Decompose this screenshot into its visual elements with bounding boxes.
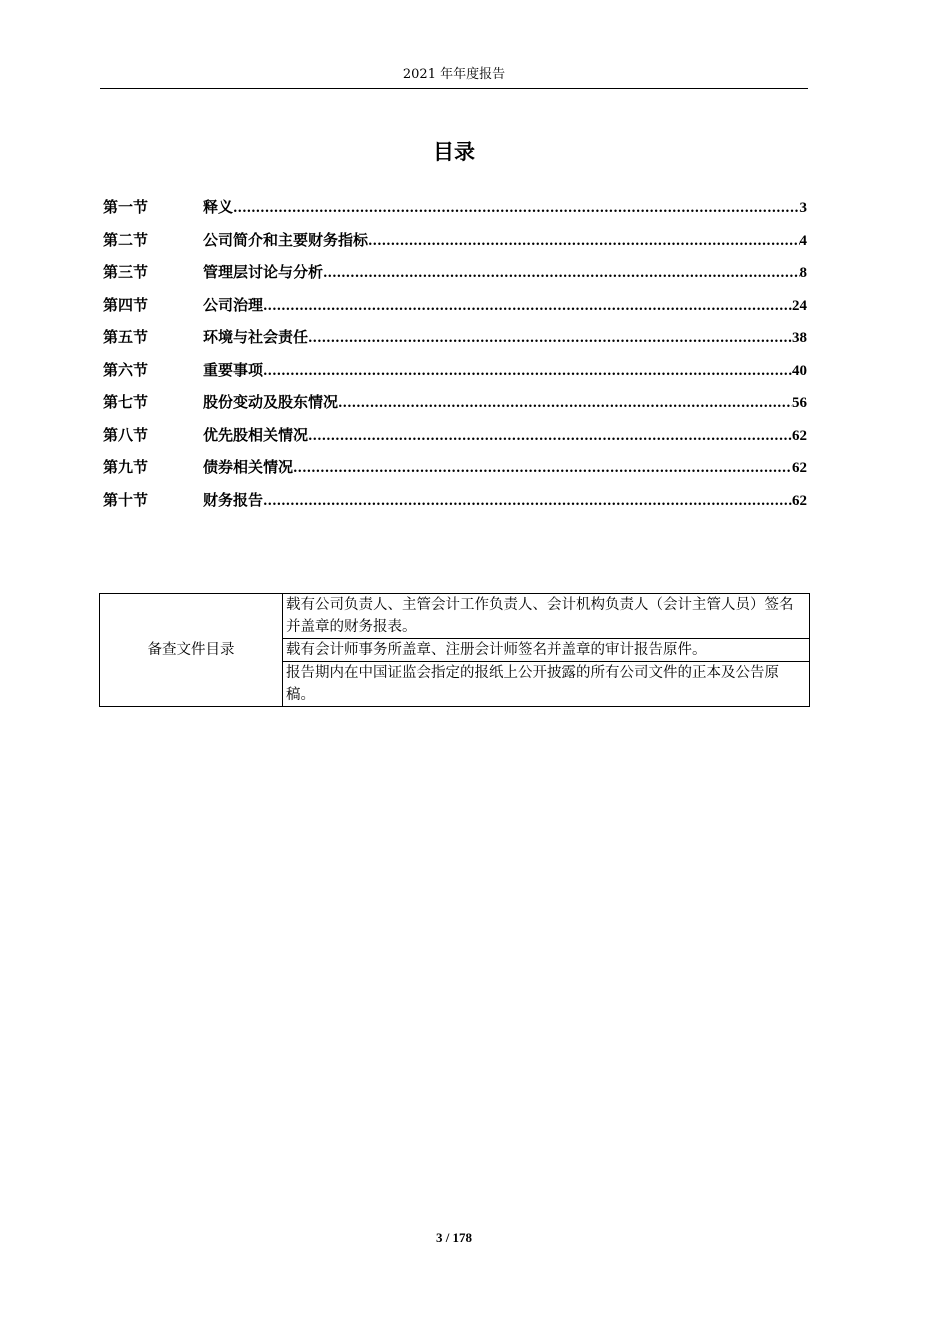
- toc-section-number: 第四节: [103, 295, 149, 314]
- toc-page-number: 3: [799, 200, 807, 216]
- toc-section-title: 重要事项: [203, 360, 264, 379]
- toc-section-title: 财务报告: [203, 490, 264, 509]
- table-of-contents: [103, 196, 807, 521]
- toc-leader-dots: [368, 231, 799, 253]
- toc-section-number: 第五节: [103, 328, 149, 346]
- toc-page-number: 38: [792, 330, 807, 346]
- toc-leader-dots: [308, 328, 792, 350]
- toc-section-number: 第六节: [103, 360, 149, 379]
- page-header: 2021 年年度报告: [402, 67, 506, 82]
- reference-documents-label: 备查文件目录: [100, 594, 283, 707]
- header-divider: [100, 88, 808, 89]
- toc-leader-dots: [263, 296, 792, 318]
- toc-entry[interactable]: [103, 391, 807, 424]
- page-number: 3 / 178: [435, 1230, 473, 1245]
- toc-leader-dots: [263, 491, 792, 513]
- reference-documents-table: [99, 593, 810, 707]
- toc-entry[interactable]: [103, 424, 807, 457]
- toc-entry[interactable]: [103, 196, 807, 229]
- toc-leader-dots: [263, 361, 792, 383]
- reference-document-item: 载有公司负责人、主管会计工作负责人、会计机构负责人（会计主管人员）签名并盖章的财务报表。: [283, 594, 810, 639]
- reference-document-item: 载有会计师事务所盖章、注册会计师签名并盖章的审计报告原件。: [283, 639, 810, 662]
- toc-entry[interactable]: [103, 294, 807, 327]
- toc-page-number: 24: [792, 297, 807, 314]
- reference-document-item: 报告期内在中国证监会指定的报纸上公开披露的所有公司文件的正本及公告原稿。: [283, 662, 810, 707]
- toc-section-title: 股份变动及股东情况: [203, 393, 339, 411]
- toc-section-number: 第二节: [103, 230, 149, 249]
- toc-section-title: 释义: [203, 198, 234, 216]
- toc-page-number: 62: [792, 460, 807, 476]
- toc-section-title: 债券相关情况: [203, 458, 294, 476]
- toc-leader-dots: [293, 458, 792, 480]
- toc-page-number: 56: [792, 395, 807, 411]
- toc-section-title: 管理层讨论与分析: [203, 263, 324, 281]
- toc-page-number: 62: [792, 492, 807, 509]
- toc-leader-dots: [308, 426, 792, 448]
- toc-page-number: 8: [799, 265, 807, 281]
- toc-section-number: 第三节: [103, 263, 149, 281]
- toc-page-number: 40: [792, 362, 807, 379]
- toc-leader-dots: [323, 263, 799, 285]
- toc-section-title: 环境与社会责任: [203, 328, 309, 346]
- toc-section-number: 第八节: [103, 425, 149, 444]
- toc-leader-dots: [233, 198, 799, 220]
- toc-entry[interactable]: [103, 456, 807, 489]
- toc-entry[interactable]: [103, 489, 807, 522]
- toc-section-number: 第九节: [103, 458, 149, 476]
- toc-leader-dots: [338, 393, 792, 415]
- toc-title: 目录: [433, 139, 475, 164]
- toc-entry[interactable]: [103, 359, 807, 392]
- toc-section-number: 第十节: [103, 490, 149, 509]
- toc-entry[interactable]: [103, 229, 807, 262]
- toc-entry[interactable]: [103, 326, 807, 359]
- toc-section-number: 第七节: [103, 393, 149, 411]
- table-row: [100, 594, 810, 639]
- toc-section-title: 公司简介和主要财务指标: [203, 230, 369, 249]
- toc-section-title: 公司治理: [203, 295, 264, 314]
- toc-page-number: 4: [799, 232, 807, 249]
- toc-section-number: 第一节: [103, 198, 149, 216]
- toc-section-title: 优先股相关情况: [203, 425, 309, 444]
- toc-entry[interactable]: [103, 261, 807, 294]
- toc-page-number: 62: [792, 427, 807, 444]
